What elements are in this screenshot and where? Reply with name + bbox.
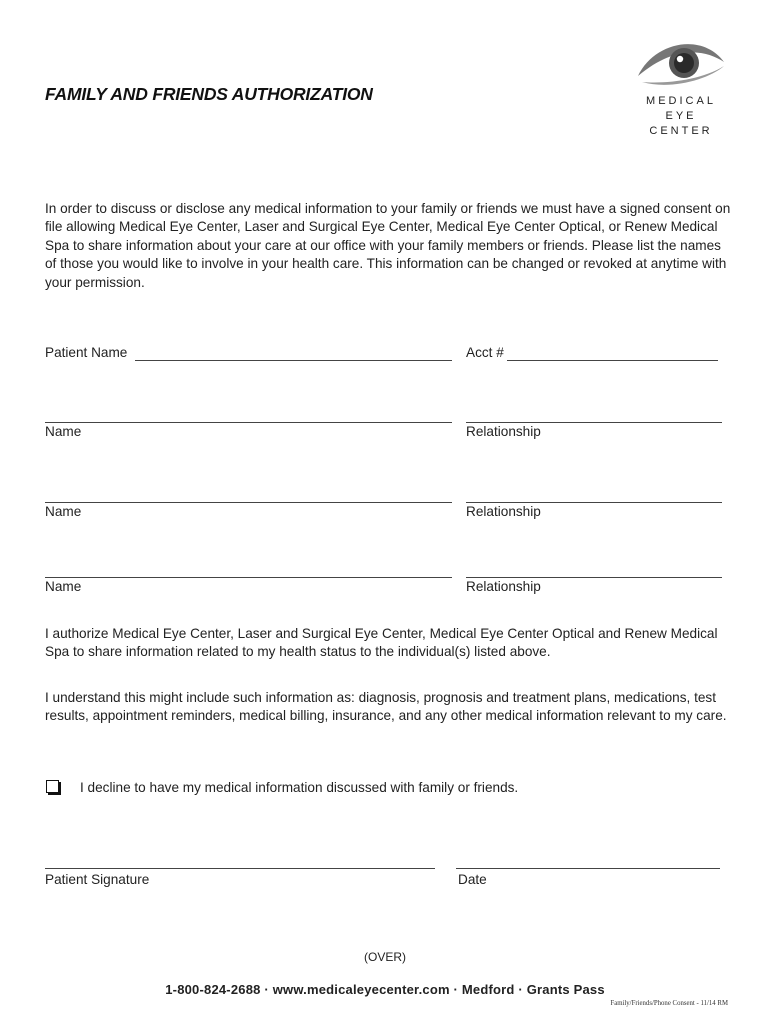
patient-name-label: Patient Name — [45, 345, 128, 360]
logo-line-3: CENTER — [649, 125, 713, 137]
signature-field[interactable] — [45, 868, 435, 869]
contact-name-field-2[interactable] — [45, 502, 452, 503]
form-title: FAMILY AND FRIENDS AUTHORIZATION — [45, 84, 373, 104]
form-code: Family/Friends/Phone Consent - 11/14 RM — [610, 1000, 728, 1007]
date-field[interactable] — [456, 868, 720, 869]
contact-name-label-1: Name — [45, 424, 82, 439]
decline-checkbox[interactable] — [46, 780, 59, 793]
decline-label: I decline to have my medical information discussed with family or friends. — [80, 780, 519, 795]
acct-field[interactable] — [507, 360, 718, 361]
contact-name-label-2: Name — [45, 504, 82, 519]
contact-relationship-label-1: Relationship — [466, 424, 541, 439]
contact-relationship-field-3[interactable] — [466, 577, 722, 578]
signature-label: Patient Signature — [45, 872, 150, 887]
logo-line-1: MEDICAL — [646, 95, 716, 107]
intro-paragraph: In order to discuss or disclose any medical information to your family or friends we must have a signed consent on file allowing Medical Eye Center, Laser and Surgical Eye Center, Medical Eye Center Optical, or Renew Medical Spa to share information about your care at our office with your family members or friends. Please list the names of those you would like to involve in your health care. This information can be changed or revoked at anytime with your permission. — [45, 201, 731, 290]
contact-name-label-3: Name — [45, 579, 82, 594]
logo-line-2: EYE — [665, 110, 697, 122]
understand-paragraph: I understand this might include such information as: diagnosis, prognosis and treatment plans, medications, test results, appointment reminders, medical billing, insurance, and any other medical information relevant to my care. — [45, 690, 727, 724]
eye-logo-icon — [636, 36, 726, 88]
contact-relationship-label-3: Relationship — [466, 579, 541, 594]
acct-label: Acct # — [466, 345, 504, 360]
contact-relationship-label-2: Relationship — [466, 504, 541, 519]
date-label: Date — [458, 872, 487, 887]
contact-name-field-1[interactable] — [45, 422, 452, 423]
over-note: (OVER) — [364, 950, 406, 964]
contact-relationship-field-2[interactable] — [466, 502, 722, 503]
contact-relationship-field-1[interactable] — [466, 422, 722, 423]
contact-name-field-3[interactable] — [45, 577, 452, 578]
footer-contact: 1-800-824-2688 · www.medicaleyecenter.com · Medford · Grants Pass — [165, 982, 605, 997]
patient-name-field[interactable] — [135, 360, 452, 361]
logo-wordmark — [626, 94, 736, 139]
authorize-paragraph: I authorize Medical Eye Center, Laser and Surgical Eye Center, Medical Eye Center Optical and Renew Medical Spa to share information related to my health status to the individual(s) listed above. — [45, 626, 718, 660]
